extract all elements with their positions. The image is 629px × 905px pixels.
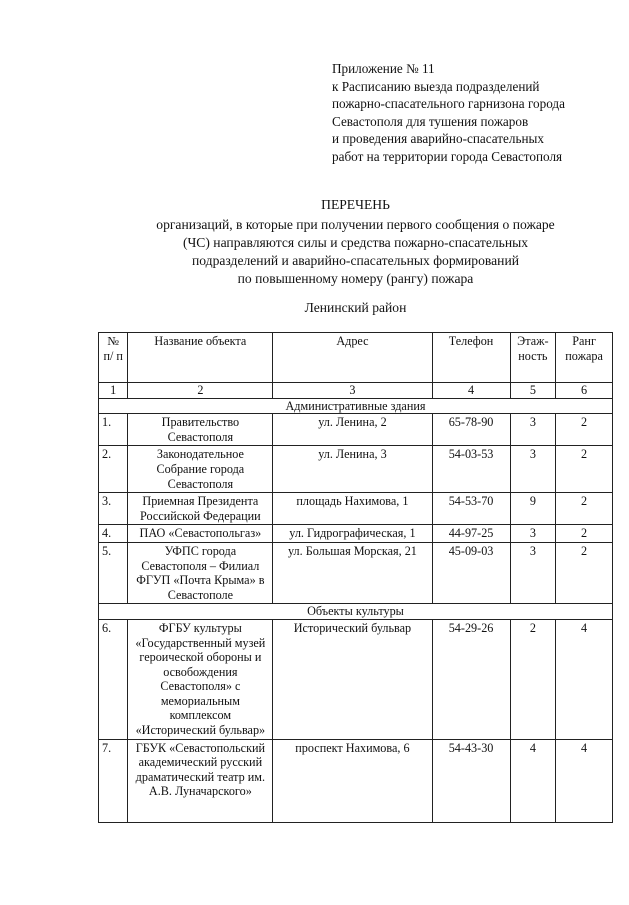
section-title: Административные здания bbox=[99, 398, 613, 414]
appendix-line: и проведения аварийно-спасательных bbox=[332, 131, 544, 146]
cell-name: Законодательное Собрание города Севастополя bbox=[128, 446, 273, 493]
cell-num: 3. bbox=[99, 493, 128, 525]
title-heading: ПЕРЕЧЕНЬ bbox=[321, 197, 390, 212]
cell-rank: 2 bbox=[556, 542, 613, 603]
header-floors: Этаж-ность bbox=[510, 333, 556, 383]
cell-name: ПАО «Севастопольгаз» bbox=[128, 525, 273, 543]
index-cell: 4 bbox=[432, 383, 510, 399]
organizations-table bbox=[98, 332, 613, 823]
cell-name: Правительство Севастополя bbox=[128, 414, 273, 446]
cell-phone: 65-78-90 bbox=[432, 414, 510, 446]
cell-floors: 2 bbox=[510, 619, 556, 739]
appendix-line: пожарно-спасательного гарнизона города bbox=[332, 96, 565, 111]
cell-phone: 45-09-03 bbox=[432, 542, 510, 603]
appendix-line: к Расписанию выезда подразделений bbox=[332, 78, 540, 94]
cell-floors: 4 bbox=[510, 739, 556, 822]
header-name: Название объекта bbox=[128, 333, 273, 383]
cell-floors: 3 bbox=[510, 525, 556, 543]
cell-floors: 9 bbox=[510, 493, 556, 525]
title-line: по повышенному номеру (рангу) пожара bbox=[237, 271, 474, 286]
section-title: Объекты культуры bbox=[99, 604, 613, 620]
cell-address: Исторический бульвар bbox=[273, 619, 432, 739]
cell-address: ул. Гидрографическая, 1 bbox=[273, 525, 432, 543]
cell-name: УФПС города Севастополя – Филиал ФГУП «Почта Крыма» в Севастополе bbox=[128, 542, 273, 603]
cell-phone: 54-53-70 bbox=[432, 493, 510, 525]
cell-rank: 2 bbox=[556, 493, 613, 525]
header-num: № п/ п bbox=[99, 333, 128, 383]
index-cell: 5 bbox=[510, 383, 556, 399]
cell-num: 5. bbox=[99, 542, 128, 603]
cell-name: ФГБУ культуры «Государственный музей героической обороны и освобождения Севастополя» с мемориальным комплексом «Исторический бульвар» bbox=[128, 619, 273, 739]
index-cell: 3 bbox=[273, 383, 432, 399]
table-row bbox=[99, 414, 613, 446]
district-title: Ленинский район bbox=[304, 300, 407, 315]
document-title bbox=[98, 196, 613, 288]
cell-num: 7. bbox=[99, 739, 128, 822]
cell-address: ул. Ленина, 3 bbox=[273, 446, 432, 493]
cell-rank: 2 bbox=[556, 414, 613, 446]
cell-rank: 4 bbox=[556, 739, 613, 822]
cell-floors: 3 bbox=[510, 446, 556, 493]
title-line: организаций, в которые при получении первого сообщения о пожаре bbox=[156, 217, 555, 232]
cell-num: 2. bbox=[99, 446, 128, 493]
cell-phone: 54-03-53 bbox=[432, 446, 510, 493]
appendix-header bbox=[332, 60, 622, 165]
header-rank: Ранг пожара bbox=[556, 333, 613, 383]
table-row bbox=[99, 739, 613, 822]
index-cell: 6 bbox=[556, 383, 613, 399]
title-line: (ЧС) направляются силы и средства пожарно-спасательных bbox=[182, 235, 529, 250]
section-row bbox=[99, 604, 613, 620]
table-header-row bbox=[99, 333, 613, 383]
cell-num: 1. bbox=[99, 414, 128, 446]
cell-phone: 54-43-30 bbox=[432, 739, 510, 822]
section-row bbox=[99, 398, 613, 414]
cell-address: проспект Нахимова, 6 bbox=[273, 739, 432, 822]
table-row bbox=[99, 542, 613, 603]
table-row bbox=[99, 493, 613, 525]
appendix-line: работ на территории города Севастополя bbox=[332, 148, 563, 164]
appendix-line: Севастополя для тушения пожаров bbox=[332, 113, 529, 129]
cell-name: ГБУК «Севастопольский академический русский драматический театр им. А.В. Луначарского» bbox=[128, 739, 273, 822]
cell-floors: 3 bbox=[510, 542, 556, 603]
cell-phone: 44-97-25 bbox=[432, 525, 510, 543]
cell-phone: 54-29-26 bbox=[432, 619, 510, 739]
cell-address: ул. Ленина, 2 bbox=[273, 414, 432, 446]
cell-num: 6. bbox=[99, 619, 128, 739]
cell-floors: 3 bbox=[510, 414, 556, 446]
cell-address: площадь Нахимова, 1 bbox=[273, 493, 432, 525]
table-row bbox=[99, 525, 613, 543]
appendix-line: Приложение № 11 bbox=[332, 61, 435, 76]
header-address: Адрес bbox=[273, 333, 432, 383]
cell-name: Приемная Президента Российской Федерации bbox=[128, 493, 273, 525]
cell-num: 4. bbox=[99, 525, 128, 543]
header-phone: Телефон bbox=[432, 333, 510, 383]
cell-address: ул. Большая Морская, 21 bbox=[273, 542, 432, 603]
cell-rank: 2 bbox=[556, 446, 613, 493]
title-line: подразделений и аварийно-спасательных формирований bbox=[191, 253, 519, 268]
column-index-row bbox=[99, 383, 613, 399]
table-row bbox=[99, 446, 613, 493]
cell-rank: 2 bbox=[556, 525, 613, 543]
cell-rank: 4 bbox=[556, 619, 613, 739]
table-row bbox=[99, 619, 613, 739]
index-cell: 1 bbox=[99, 383, 128, 399]
index-cell: 2 bbox=[128, 383, 273, 399]
